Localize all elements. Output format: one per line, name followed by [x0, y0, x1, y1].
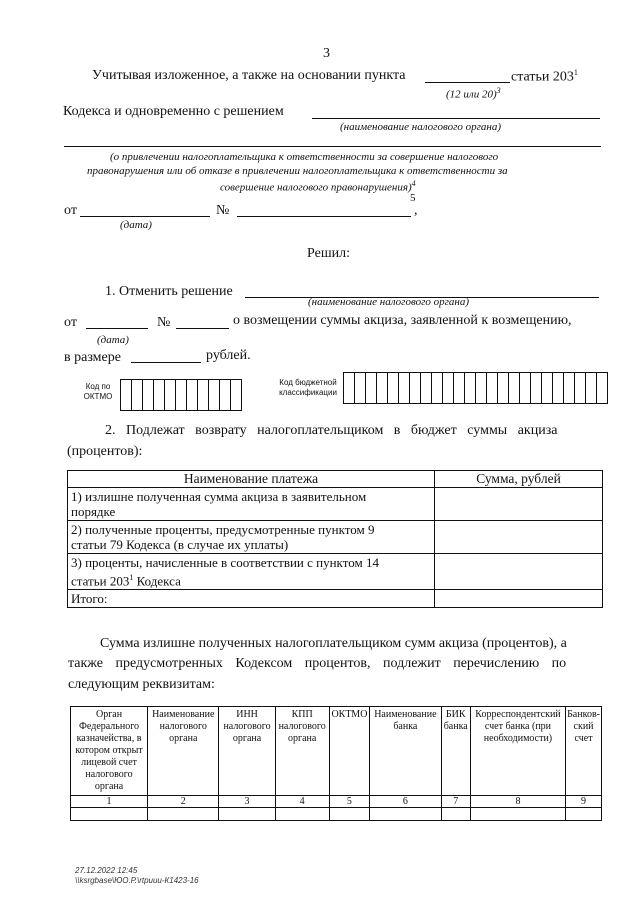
payments-header-sum: Сумма, рублей	[435, 471, 603, 488]
number-blank	[237, 216, 411, 217]
item1-number-blank	[176, 328, 229, 329]
col-number: 5	[329, 796, 370, 808]
code-text: Кодекса и одновременно с решением	[63, 104, 284, 119]
oktmo-cells	[120, 379, 242, 411]
comma: ,	[414, 203, 418, 218]
para-line-b: также предусмотренных Кодексом процентов, подлежит перечислению по	[68, 656, 567, 671]
col-number: 8	[470, 796, 565, 808]
req-header-kpp: КПП налогового органа	[275, 707, 329, 796]
item2-line-a: 2. Подлежат возврату налогоплательщиком в бюджет суммы акциза	[105, 423, 558, 438]
tax-organ-hint: (наименование налогового органа)	[340, 121, 502, 133]
footnote-5: 5	[410, 192, 416, 204]
oktmo-label: Код по ОКТМО	[83, 382, 113, 401]
payment-name-cell: 3) проценты, начисленные в соответствии с пунктом 14 статьи $203^1$ Кодекса	[68, 554, 435, 590]
tax-organ-blank	[312, 118, 600, 119]
total-sum-cell	[435, 590, 603, 608]
requisites-table	[70, 706, 602, 821]
col-number: 4	[275, 796, 329, 808]
para-line-c: следующим реквизитам:	[68, 677, 215, 692]
date-hint: (дата)	[120, 219, 152, 231]
payments-table	[67, 470, 603, 608]
col-number: 2	[148, 796, 219, 808]
point-blank	[425, 82, 510, 83]
table-row-total	[68, 590, 603, 608]
payment-name-cell: 1) излишне полученная сумма акциза в заявительном порядке	[68, 488, 435, 521]
item1-tail: о возмещении суммы акциза, заявленной к возмещению,	[233, 313, 572, 328]
col-number: 7	[441, 796, 470, 808]
table-row	[68, 554, 603, 590]
decided-heading: Решил:	[307, 246, 350, 261]
from-label: от	[64, 203, 77, 218]
col-number: 3	[219, 796, 275, 808]
req-header-treasury: Орган Федерального казначейства, в котором открыт лицевой счет налогового органа	[71, 707, 148, 796]
kbk-label: Код бюджетной классификации	[279, 378, 337, 397]
req-header-account: Банков-ский счет	[566, 707, 602, 796]
point-hint: (12 или 20)$^3$	[446, 86, 501, 101]
req-header-inn: ИНН налогового органа	[219, 707, 275, 796]
payments-header-name: Наименование платежа	[68, 471, 435, 488]
item1-number-sign: №	[157, 315, 171, 330]
article-ref: статьи $203^1$	[511, 68, 578, 85]
amount-prefix: в размере	[64, 350, 121, 365]
req-header-corr: Корреспондентский счет банка (при необходимости)	[470, 707, 565, 796]
item1-from: от	[64, 315, 77, 330]
req-header-bik: БИК банка	[441, 707, 470, 796]
req-header-organ: Наименование налогового органа	[148, 707, 219, 796]
footer-timestamp: 27.12.2022 12:45	[75, 866, 138, 875]
requisites-number-row	[71, 796, 602, 808]
item1-text: 1. Отменить решение	[105, 284, 233, 299]
payment-sum-cell	[435, 488, 603, 521]
footer-path: \\ksrgbase\ЮО.Р.\rtpuuu-К1423-16	[75, 876, 199, 885]
item1-date-blank	[86, 328, 148, 329]
col-number: 9	[566, 796, 602, 808]
payment-sum-cell	[435, 521, 603, 554]
intro-text: Учитывая изложенное, а также на основании пункта	[92, 68, 406, 83]
table-row	[68, 488, 603, 521]
req-header-bank: Наименование банка	[370, 707, 441, 796]
number-sign: №	[216, 203, 230, 218]
total-label: Итого:	[68, 590, 435, 608]
decision-hint-a: (о привлечении налогоплательщика к ответственности за совершение налогового	[110, 151, 499, 163]
kbk-cells	[343, 372, 608, 404]
col-number: 1	[71, 796, 148, 808]
payment-sum-cell	[435, 554, 603, 590]
item1-date-hint: (дата)	[97, 334, 129, 346]
item2-line-b: (процентов):	[67, 444, 143, 459]
date-blank	[80, 216, 210, 217]
page-number: 3	[323, 46, 330, 61]
payment-name-cell: 2) полученные проценты, предусмотренные пунктом 9 статьи 79 Кодекса (в случае их уплаты)	[68, 521, 435, 554]
amount-blank	[131, 362, 201, 363]
req-header-oktmo: ОКТМО	[329, 707, 370, 796]
para-line-a: Сумма излишне полученных налогоплательщиком сумм акциза (процентов), а	[100, 636, 567, 651]
decision-hint-b: правонарушения или об отказе в привлечении налогоплательщика к ответственности за	[87, 165, 508, 177]
table-row	[68, 521, 603, 554]
requisites-header-row	[71, 707, 602, 796]
item1-organ-hint: (наименование налогового органа)	[308, 296, 470, 308]
col-number: 6	[370, 796, 441, 808]
decision-blank	[64, 146, 601, 147]
payments-header-row	[68, 471, 603, 488]
decision-hint-c: совершение налогового правонарушения)$^4$	[220, 179, 416, 194]
amount-suffix: рублей.	[206, 348, 251, 363]
table-row	[71, 808, 602, 821]
